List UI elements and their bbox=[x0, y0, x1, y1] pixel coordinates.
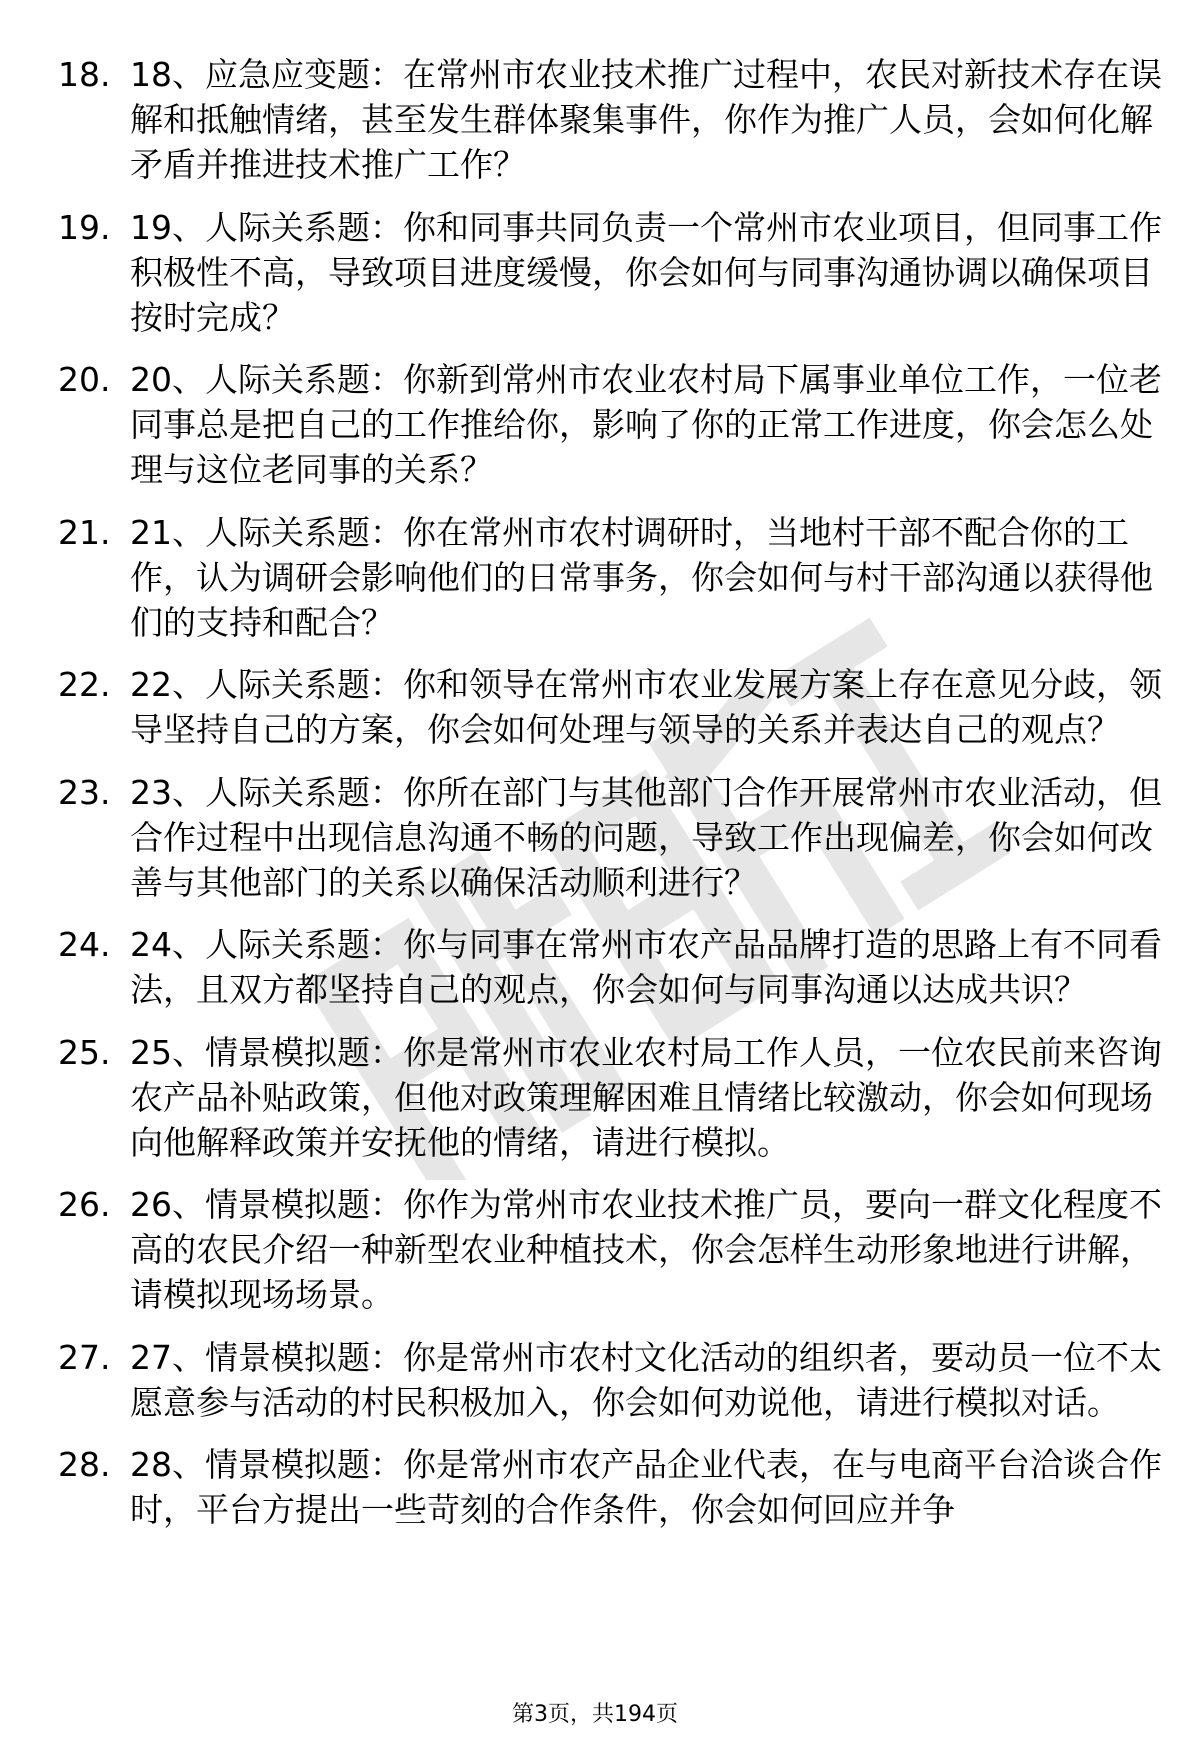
question-item bbox=[58, 1442, 1162, 1532]
question-text: 24、人际关系题：你与同事在常州市农产品品牌打造的思路上有不同看法，且双方都坚持自己的观点，你会如何与同事沟通以达成共识？ bbox=[130, 925, 1162, 1009]
question-text: 22、人际关系题：你和领导在常州市农业发展方案上存在意见分歧，领导坚持自己的方案，你会如何处理与领导的关系并表达自己的观点？ bbox=[130, 665, 1162, 749]
question-item bbox=[58, 922, 1162, 1012]
question-item bbox=[58, 205, 1162, 340]
question-text: 26、情景模拟题：你作为常州市农业技术推广员，要向一群文化程度不高的农民介绍一种新型农业种植技术，你会怎样生动形象地进行讲解，请模拟现场场景。 bbox=[130, 1185, 1162, 1314]
question-text: 27、情景模拟题：你是常州市农村文化活动的组织者，要动员一位不太愿意参与活动的村民积极加入，你会如何劝说他，请进行模拟对话。 bbox=[130, 1337, 1162, 1422]
question-text: 28、情景模拟题：你是常州市农产品企业代表，在与电商平台洽谈合作时，平台方提出一些苛刻的合作条件，你会如何回应并争 bbox=[130, 1445, 1162, 1529]
question-number: 23. bbox=[58, 772, 111, 812]
question-item bbox=[58, 52, 1162, 187]
page-footer bbox=[0, 1700, 1190, 1730]
question-item bbox=[58, 662, 1162, 752]
question-text: 25、情景模拟题：你是常州市农业农村局工作人员，一位农民前来咨询农产品补贴政策，但他对政策理解困难且情绪比较激动，你会如何现场向他解释政策并安抚他的情绪，请进行模拟。 bbox=[130, 1032, 1162, 1162]
question-text: 23、人际关系题：你所在部门与其他部门合作开展常州市农业活动，但合作过程中出现信息沟通不畅的问题，导致工作出现偏差，你会如何改善与其他部门的关系以确保活动顺利进行？ bbox=[130, 772, 1162, 902]
question-item bbox=[58, 1030, 1162, 1165]
question-number: 24. bbox=[58, 925, 111, 964]
question-text: 20、人际关系题：你新到常州市农业农村局下属事业单位工作，一位老同事总是把自己的工作推给你，影响了你的正常工作进度，你会怎么处理与这位老同事的关系？ bbox=[130, 360, 1162, 489]
question-text: 19、人际关系题：你和同事共同负责一个常州市农业项目，但同事工作积极性不高，导致项目进度缓慢，你会如何与同事沟通协调以确保项目按时完成？ bbox=[130, 207, 1162, 337]
question-item bbox=[58, 510, 1158, 645]
question-number: 20. bbox=[58, 360, 111, 399]
question-text: 18、应急应变题：在常州市农业技术推广过程中，农民对新技术存在误解和抵触情绪，甚至发生群体聚集事件，你作为推广人员，会如何化解矛盾并推进技术推广工作？ bbox=[130, 55, 1162, 184]
question-number: 28. bbox=[58, 1445, 111, 1484]
question-item bbox=[58, 1182, 1162, 1317]
question-list bbox=[58, 52, 1162, 1550]
question-item bbox=[58, 1335, 1162, 1425]
question-text: 21、人际关系题：你在常州市农村调研时，当地村干部不配合你的工作，认为调研会影响他们的日常事务，你会如何与村干部沟通以获得他们的支持和配合？ bbox=[130, 512, 1153, 642]
question-item bbox=[58, 357, 1162, 492]
question-item bbox=[58, 770, 1162, 905]
question-number: 27. bbox=[58, 1337, 111, 1377]
question-number: 22. bbox=[58, 665, 111, 704]
question-number: 25. bbox=[58, 1032, 111, 1072]
question-number: 19. bbox=[58, 207, 111, 247]
question-number: 21. bbox=[58, 512, 111, 552]
question-number: 26. bbox=[58, 1185, 111, 1224]
page-number-label: 第3页，共194页 bbox=[512, 1702, 678, 1727]
question-number: 18. bbox=[58, 55, 111, 94]
